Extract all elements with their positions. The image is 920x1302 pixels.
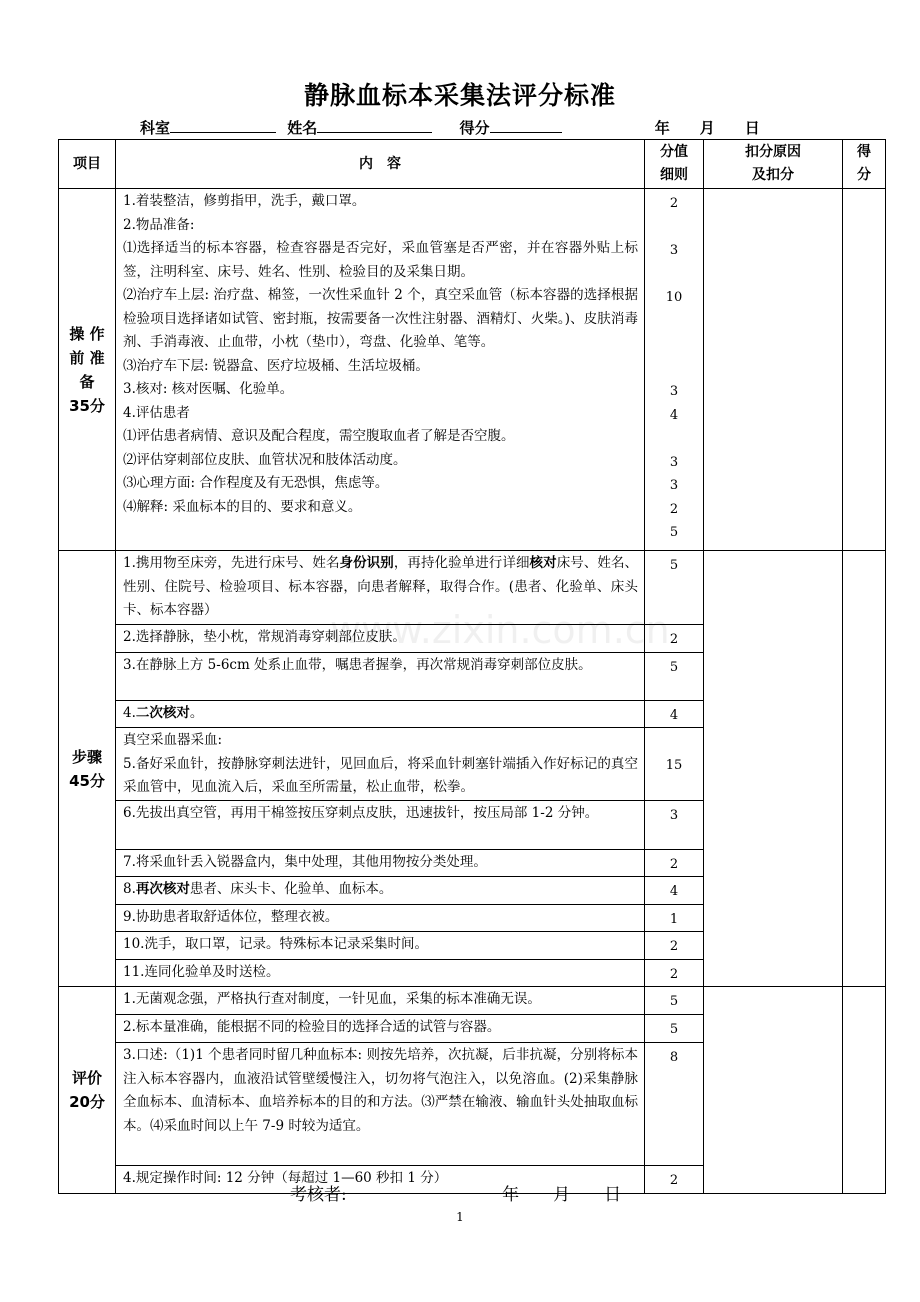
step-10-score: 2 [645,932,704,960]
table-header-row [59,140,886,189]
step-9-score: 1 [645,904,704,932]
eval-2-score: 5 [645,1015,704,1043]
step-1-score: 5 [645,551,704,625]
step-9: 9.协助患者取舒适体位，整理衣被。 [116,904,645,932]
eval-3-score: 8 [645,1043,704,1166]
page-title: 静脉血标本采集法评分标准 [303,81,616,110]
col-got: 得 分 [843,140,886,189]
step-2-score: 2 [645,625,704,653]
score-field[interactable] [490,118,562,133]
dept-field[interactable] [170,118,276,133]
prep-deduct-cell[interactable] [704,189,843,551]
step-8-score: 4 [645,877,704,905]
step-1: 1.携用物至床旁，先进行床号、姓名身份识别，再持化验单进行详细核对床号、姓名、性别、住院号、检验项目、标本容器，向患者解释，取得合作。(患者、化验单、床头卡、标本容器） [116,551,645,625]
watermark: www.zixin.com.cn [330,608,670,652]
footer-date: 年 月 日 [502,1185,622,1205]
step-10: 10.洗手，取口罩，记录。特殊标本记录采集时间。 [116,932,645,960]
section-label-steps: 步骤 45分 [59,551,116,987]
step-5: 真空采血器采血: 5.备好采血针，按静脉穿刺法进针，见回血后，将采血针刺塞针端插入作好标记的真空采血管中，见血流入后，采血至所需量，松止血带，松拳。 [116,728,645,801]
table-row [59,551,886,625]
eval-3: 3.口述:（1)1 个患者同时留几种血标本: 则按先培养，次抗凝，后非抗凝，分别将标本注入标本容器内，血液沿试管壁缓慢注入，切勿将气泡注入，以免溶血。(2)采集静脉全血标本、血清标本、血培养标本的目的和方法。⑶严禁在输液、输血针头处抽取血标本。⑷采血时间以上午 7-9 时较为适宜。 [116,1043,645,1166]
step-7-score: 2 [645,849,704,877]
col-content: 内 容 [116,140,645,189]
col-deduct: 扣分原因 及扣分 [704,140,843,189]
prep-got-cell[interactable] [843,189,886,551]
name-field[interactable] [317,118,432,133]
step-11-score: 2 [645,959,704,987]
eval-2: 2.标本量准确，能根据不同的检验目的选择合适的试管与容器。 [116,1015,645,1043]
step-4: 4.二次核对。 [116,700,645,728]
step-8: 8.再次核对患者、床头卡、化验单、血标本。 [116,877,645,905]
table-row-prep [59,189,886,551]
eval-1: 1.无菌观念强，严格执行查对制度，一针见血，采集的标本准确无误。 [116,987,645,1015]
eval-4-score: 2 [645,1166,704,1194]
step-4-score: 4 [645,700,704,728]
steps-got-cell[interactable] [843,551,886,987]
page-number: 1 [456,1210,464,1224]
footer [290,1180,621,1205]
step-3: 3.在静脉上方 5-6cm 处系止血带，嘱患者握拳，再次常规消毒穿刺部位皮肤。 [116,652,645,700]
dept-label: 科室 [140,119,171,137]
score-label: 得分 [459,119,490,137]
prep-content: 1.着装整洁，修剪指甲，洗手，戴口罩。 2.物品准备: ⑴选择适当的标本容器，检查容器是否完好，采血管塞是否严密，并在容器外贴上标签，注明科室、床号、姓名、性别、检验目的及采集日期。 ⑵治疗车上层: 治疗盘、棉签，一次性采血针 2 个，真空采血管（标本容器的选择根据检验项目选择诸如试管、密封瓶，按需要备一次性注射器、酒精灯、火柴。)、皮肤消毒剂、手消毒液、止血带，小枕（垫巾），弯盘、化验单、笔等。 ⑶治疗车下层: 锐器盒、医疗垃圾桶、生活垃圾桶。 3.核对: 核对医嘱、化验单。 4.评估患者 ⑴评估患者病情、意识及配合程度，需空腹取血者了解是否空腹。 ⑵评估穿刺部位皮肤、血管状况和肢体活动度。 ⑶心理方面: 合作程度及有无恐惧，焦虑等。 ⑷解释: 采血标本的目的、要求和意义。 [116,189,645,551]
step-11: 11.连同化验单及时送检。 [116,959,645,987]
eval-got-cell[interactable] [843,987,886,1194]
step-7: 7.将采血针丢入锐器盒内，集中处理，其他用物按分类处理。 [116,849,645,877]
eval-1-score: 5 [645,987,704,1015]
step-6-score: 3 [645,800,704,849]
eval-deduct-cell[interactable] [704,987,843,1194]
scoring-table [58,139,886,1194]
step-3-score: 5 [645,652,704,700]
step-5-score: 15 [645,728,704,801]
steps-deduct-cell[interactable] [704,551,843,987]
examiner-label: 考核者: [290,1185,347,1205]
section-label-eval: 评价 20分 [59,987,116,1194]
step-6: 6.先拔出真空管，再用干棉签按压穿刺点皮肤，迅速拔针，按压局部 1-2 分钟。 [116,800,645,849]
eval-4: 4.规定操作时间: 12 分钟（每超过 1—60 秒扣 1 分） [116,1166,645,1194]
header-fields [140,117,760,138]
section-label-prep: 操 作 前 准 备 35分 [59,189,116,551]
table-row [59,987,886,1015]
date-label: 年 月 日 [654,119,760,137]
name-label: 姓名 [287,119,318,137]
col-points: 分值 细则 [645,140,704,189]
step-2: 2.选择静脉，垫小枕，常规消毒穿刺部位皮肤。 [116,625,645,653]
prep-scores: 2 3 10 3 4 3 3 2 5 [645,189,704,551]
col-item: 项目 [59,140,116,189]
